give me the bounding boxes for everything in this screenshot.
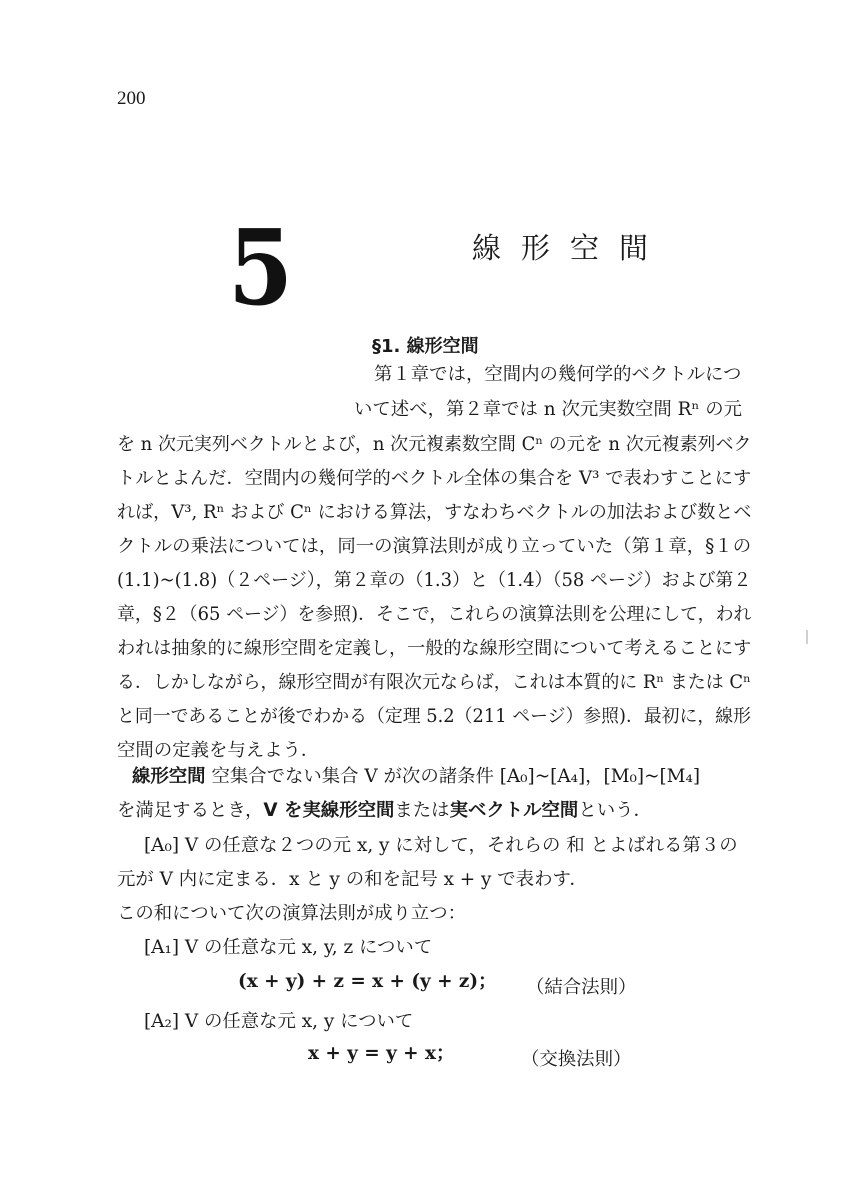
paragraph-line: クトルの乗法については，同一の演算法則が成り立っていた（第１章，§１の <box>117 536 752 557</box>
definition-text: という． <box>578 800 652 821</box>
paragraph-line: を n 次元実列ベクトルとよび，n 次元複素数空間 Cⁿ の元を n 次元複素列ベク <box>117 434 752 455</box>
axiom-a2-label: [A₂] V の任意な元 x, y について <box>144 1011 414 1032</box>
associative-law-formula: (x + y) + z = x + (y + z)； <box>238 971 497 992</box>
scan-mark <box>806 630 808 644</box>
definition-line-2 <box>117 802 652 820</box>
paragraph-line: われは抽象的に線形空間を定義し，一般的な線形空間について考えることにす <box>117 638 752 659</box>
axiom-a0-line-1: [A₀] V の任意な２つの元 x, y に対して，それらの 和 とよばれる第３の <box>144 835 738 856</box>
laws-intro: この和について次の演算法則が成り立つ： <box>117 903 467 924</box>
real-vector-space-term: 実ベクトル空間 <box>449 800 579 821</box>
axiom-a0-line-2: 元が V 内に定まる．x と y の和を記号 x + y で表わす． <box>117 869 588 890</box>
intro-line-2: いて述べ，第２章では n 次元実数空間 Rⁿ の元 <box>354 399 743 420</box>
paragraph-line: る．しかしながら，線形空間が有限次元ならば，これは本質的に Rⁿ または Cⁿ <box>117 672 751 693</box>
paragraph-line: 章，§２（65 ページ）を参照)．そこで，これらの演算法則を公理にして，われ <box>117 604 752 625</box>
chapter-number: 5 <box>228 206 294 329</box>
paragraph-line: (1.1)~(1.8)（２ページ），第２章の（1.3）と（1.4）（58 ページ）および第２ <box>117 570 752 591</box>
associative-law-note: （結合法則） <box>526 977 637 998</box>
paragraph-line: 空間の定義を与えよう． <box>117 740 320 761</box>
axiom-a1-label: [A₁] V の任意な元 x, y, z について <box>144 937 433 958</box>
definition-text: または <box>394 800 450 821</box>
definition-term: 線形空間 <box>132 766 206 787</box>
page-number: 200 <box>117 88 146 109</box>
paragraph-line: トルとよんだ．空間内の幾何学的ベクトル全体の集合を V³ で表わすことにす <box>117 468 752 489</box>
paragraph-line: れば，V³, Rⁿ および Cⁿ における算法，すなわちベクトルの加法および数とベ <box>117 502 752 523</box>
section-title: §1. 線形空間 <box>372 336 479 357</box>
definition-text: 空集合でない集合 V が次の諸条件 [A₀]~[A₄]，[M₀]~[M₄] <box>211 766 701 787</box>
definition-text: を満足するとき， <box>117 800 264 821</box>
commutative-law-note: （交換法則） <box>521 1049 632 1070</box>
chapter-title: 線形空間 <box>472 231 669 265</box>
paragraph-line: と同一であることが後でわかる（定理 5.2（211 ページ）参照)．最初に，線形 <box>117 706 751 727</box>
commutative-law-formula: x + y = y + x； <box>308 1043 455 1064</box>
real-linear-space-term: V を実線形空間 <box>263 800 395 821</box>
definition-line-1 <box>132 768 700 786</box>
intro-line-1: 第１章では，空間内の幾何学的ベクトルにつ <box>374 364 742 385</box>
